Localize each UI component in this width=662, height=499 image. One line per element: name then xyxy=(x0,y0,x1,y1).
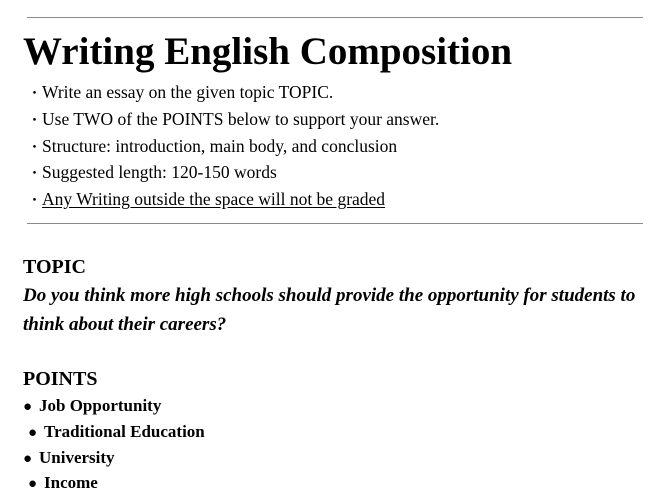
instruction-item xyxy=(27,187,439,214)
topic-heading: TOPIC xyxy=(23,256,86,278)
point-label: Income xyxy=(44,473,98,493)
points-list xyxy=(23,394,205,497)
topic-question: Do you think more high schools should provide the opportunity for students to think about their careers? xyxy=(23,285,636,335)
point-bullet: ● xyxy=(23,450,33,467)
instruction-bullet: ・ xyxy=(27,139,43,156)
bottom-divider xyxy=(27,223,643,224)
points-heading: POINTS xyxy=(23,368,98,390)
grading-warning: Any Writing outside the space will not be graded xyxy=(42,189,386,210)
instruction-text: Suggested length: 120-150 words xyxy=(42,162,277,183)
instruction-bullet: ・ xyxy=(27,86,43,102)
instruction-bullet: ・ xyxy=(27,112,43,129)
point-bullet: ● xyxy=(28,424,38,441)
instruction-text: Write an essay on the given topic TOPIC. xyxy=(42,82,334,102)
instruction-bullet: ・ xyxy=(27,166,43,183)
instruction-item xyxy=(27,160,439,187)
point-label: Job Opportunity xyxy=(39,396,162,415)
instruction-text: Structure: introduction, main body, and conclusion xyxy=(42,135,398,156)
instruction-text: Use TWO of the POINTS below to support your answer. xyxy=(42,108,440,129)
top-divider xyxy=(27,17,643,18)
point-item xyxy=(23,446,205,472)
point-label: Traditional Education xyxy=(44,421,205,441)
point-bullet: ● xyxy=(28,476,38,493)
point-item xyxy=(23,394,205,420)
point-item xyxy=(23,471,205,497)
instruction-bullet: ・ xyxy=(27,193,43,210)
point-bullet: ● xyxy=(23,399,33,415)
page-title: Writing English Composition xyxy=(23,30,513,73)
instructions-list xyxy=(27,80,439,214)
point-label: University xyxy=(39,447,115,467)
point-item xyxy=(23,420,205,446)
instruction-item xyxy=(27,134,439,161)
instruction-item xyxy=(27,80,439,107)
instruction-item xyxy=(27,107,439,134)
